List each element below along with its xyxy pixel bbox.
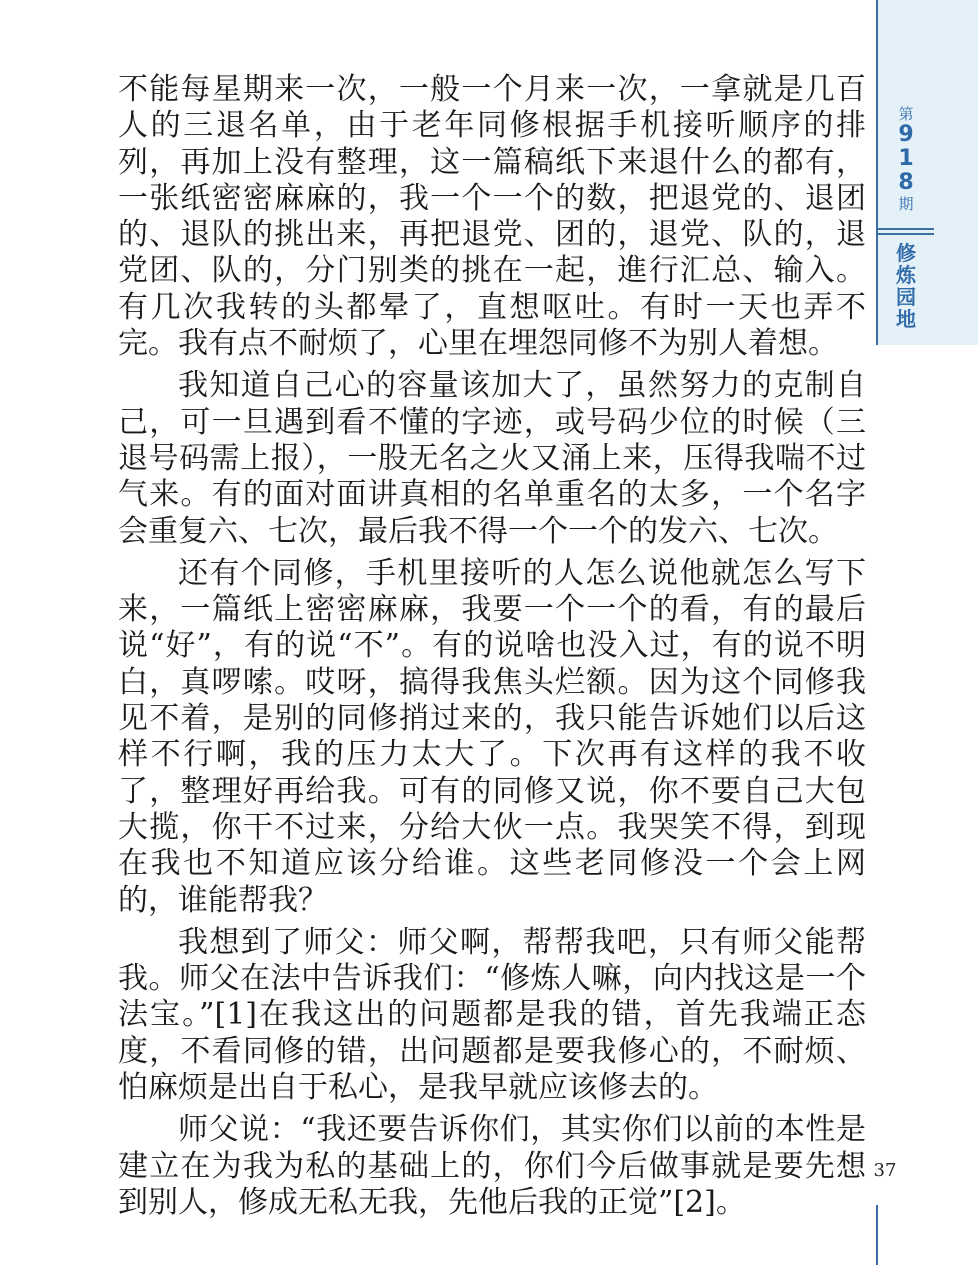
- section-title: [878, 242, 934, 330]
- issue-digit: 1: [898, 146, 914, 171]
- paragraph: 师父说：“我还要告诉你们，其实你们以前的本性是建立在为我为私的基础上的，你们今后做事就是要先想到别人，修成无私无我，先他后我的正觉”[2]。: [118, 1112, 866, 1220]
- paragraph: 还有个同修，手机里接听的人怎么说他就怎么写下来，一篇纸上密密麻麻，我要一个一个的看，有的最后说“好”，有的说“不”。有的说啥也没入过，有的说不明白，真啰嗦。哎呀，搞得我焦头烂额。因为这个同修我见不着，是别的同修捎过来的，我只能告诉她们以后这样不行啊，我的压力太大了。下次再有这样的我不收了，整理好再给我。可有的同修又说，你不要自己大包大揽，你干不过来，分给大伙一点。我哭笑不得，到现在我也不知道应该分给谁。这些老同修没一个会上网的，谁能帮我？: [118, 555, 866, 918]
- section-char: 修: [896, 241, 916, 265]
- section-char: 炼: [896, 263, 916, 287]
- issue-label: [878, 105, 934, 227]
- sidebar-rule: [878, 228, 934, 230]
- sidebar-rule: [878, 233, 934, 235]
- issue-suffix: 期: [898, 195, 914, 213]
- section-char: 园: [896, 285, 916, 309]
- issue-prefix: 第: [898, 105, 914, 123]
- issue-digit: 8: [898, 170, 914, 195]
- section-char: 地: [896, 307, 916, 331]
- article-body: [118, 72, 866, 1221]
- page-number: 37: [873, 1160, 897, 1181]
- paragraph: 我想到了师父：师父啊，帮帮我吧，只有师父能帮我。师父在法中告诉我们：“修炼人嘛，向内找这是一个法宝。”[1]在我这出的问题都是我的错，首先我端正态度，不看同修的错，出问题都是要我修心的，不耐烦、怕麻烦是出自于私心，是我早就应该修去的。: [118, 924, 866, 1106]
- issue-digit: 9: [898, 122, 914, 147]
- sidebar-divider-bottom: [876, 1205, 878, 1265]
- paragraph: 不能每星期来一次，一般一个月来一次，一拿就是几百人的三退名单，由于老年同修根据手机接听顺序的排列，再加上没有整理，这一篇稿纸下来退什么的都有，一张纸密密麻麻的，我一个一个的数，把退党的、退团的、退队的挑出来，再把退党、团的，退党、队的，退党团、队的，分门别类的挑在一起，進行汇总、输入。有几次我转的头都晕了，直想呕吐。有时一天也弄不完。我有点不耐烦了，心里在埋怨同修不为别人着想。: [118, 72, 866, 362]
- paragraph: 我知道自己心的容量该加大了，虽然努力的克制自己，可一旦遇到看不懂的字迹，或号码少位的时候（三退号码需上报），一股无名之火又涌上来，压得我喘不过气来。有的面对面讲真相的名单重名的太多，一个名字会重复六、七次，最后我不得一个一个的发六、七次。: [118, 368, 866, 549]
